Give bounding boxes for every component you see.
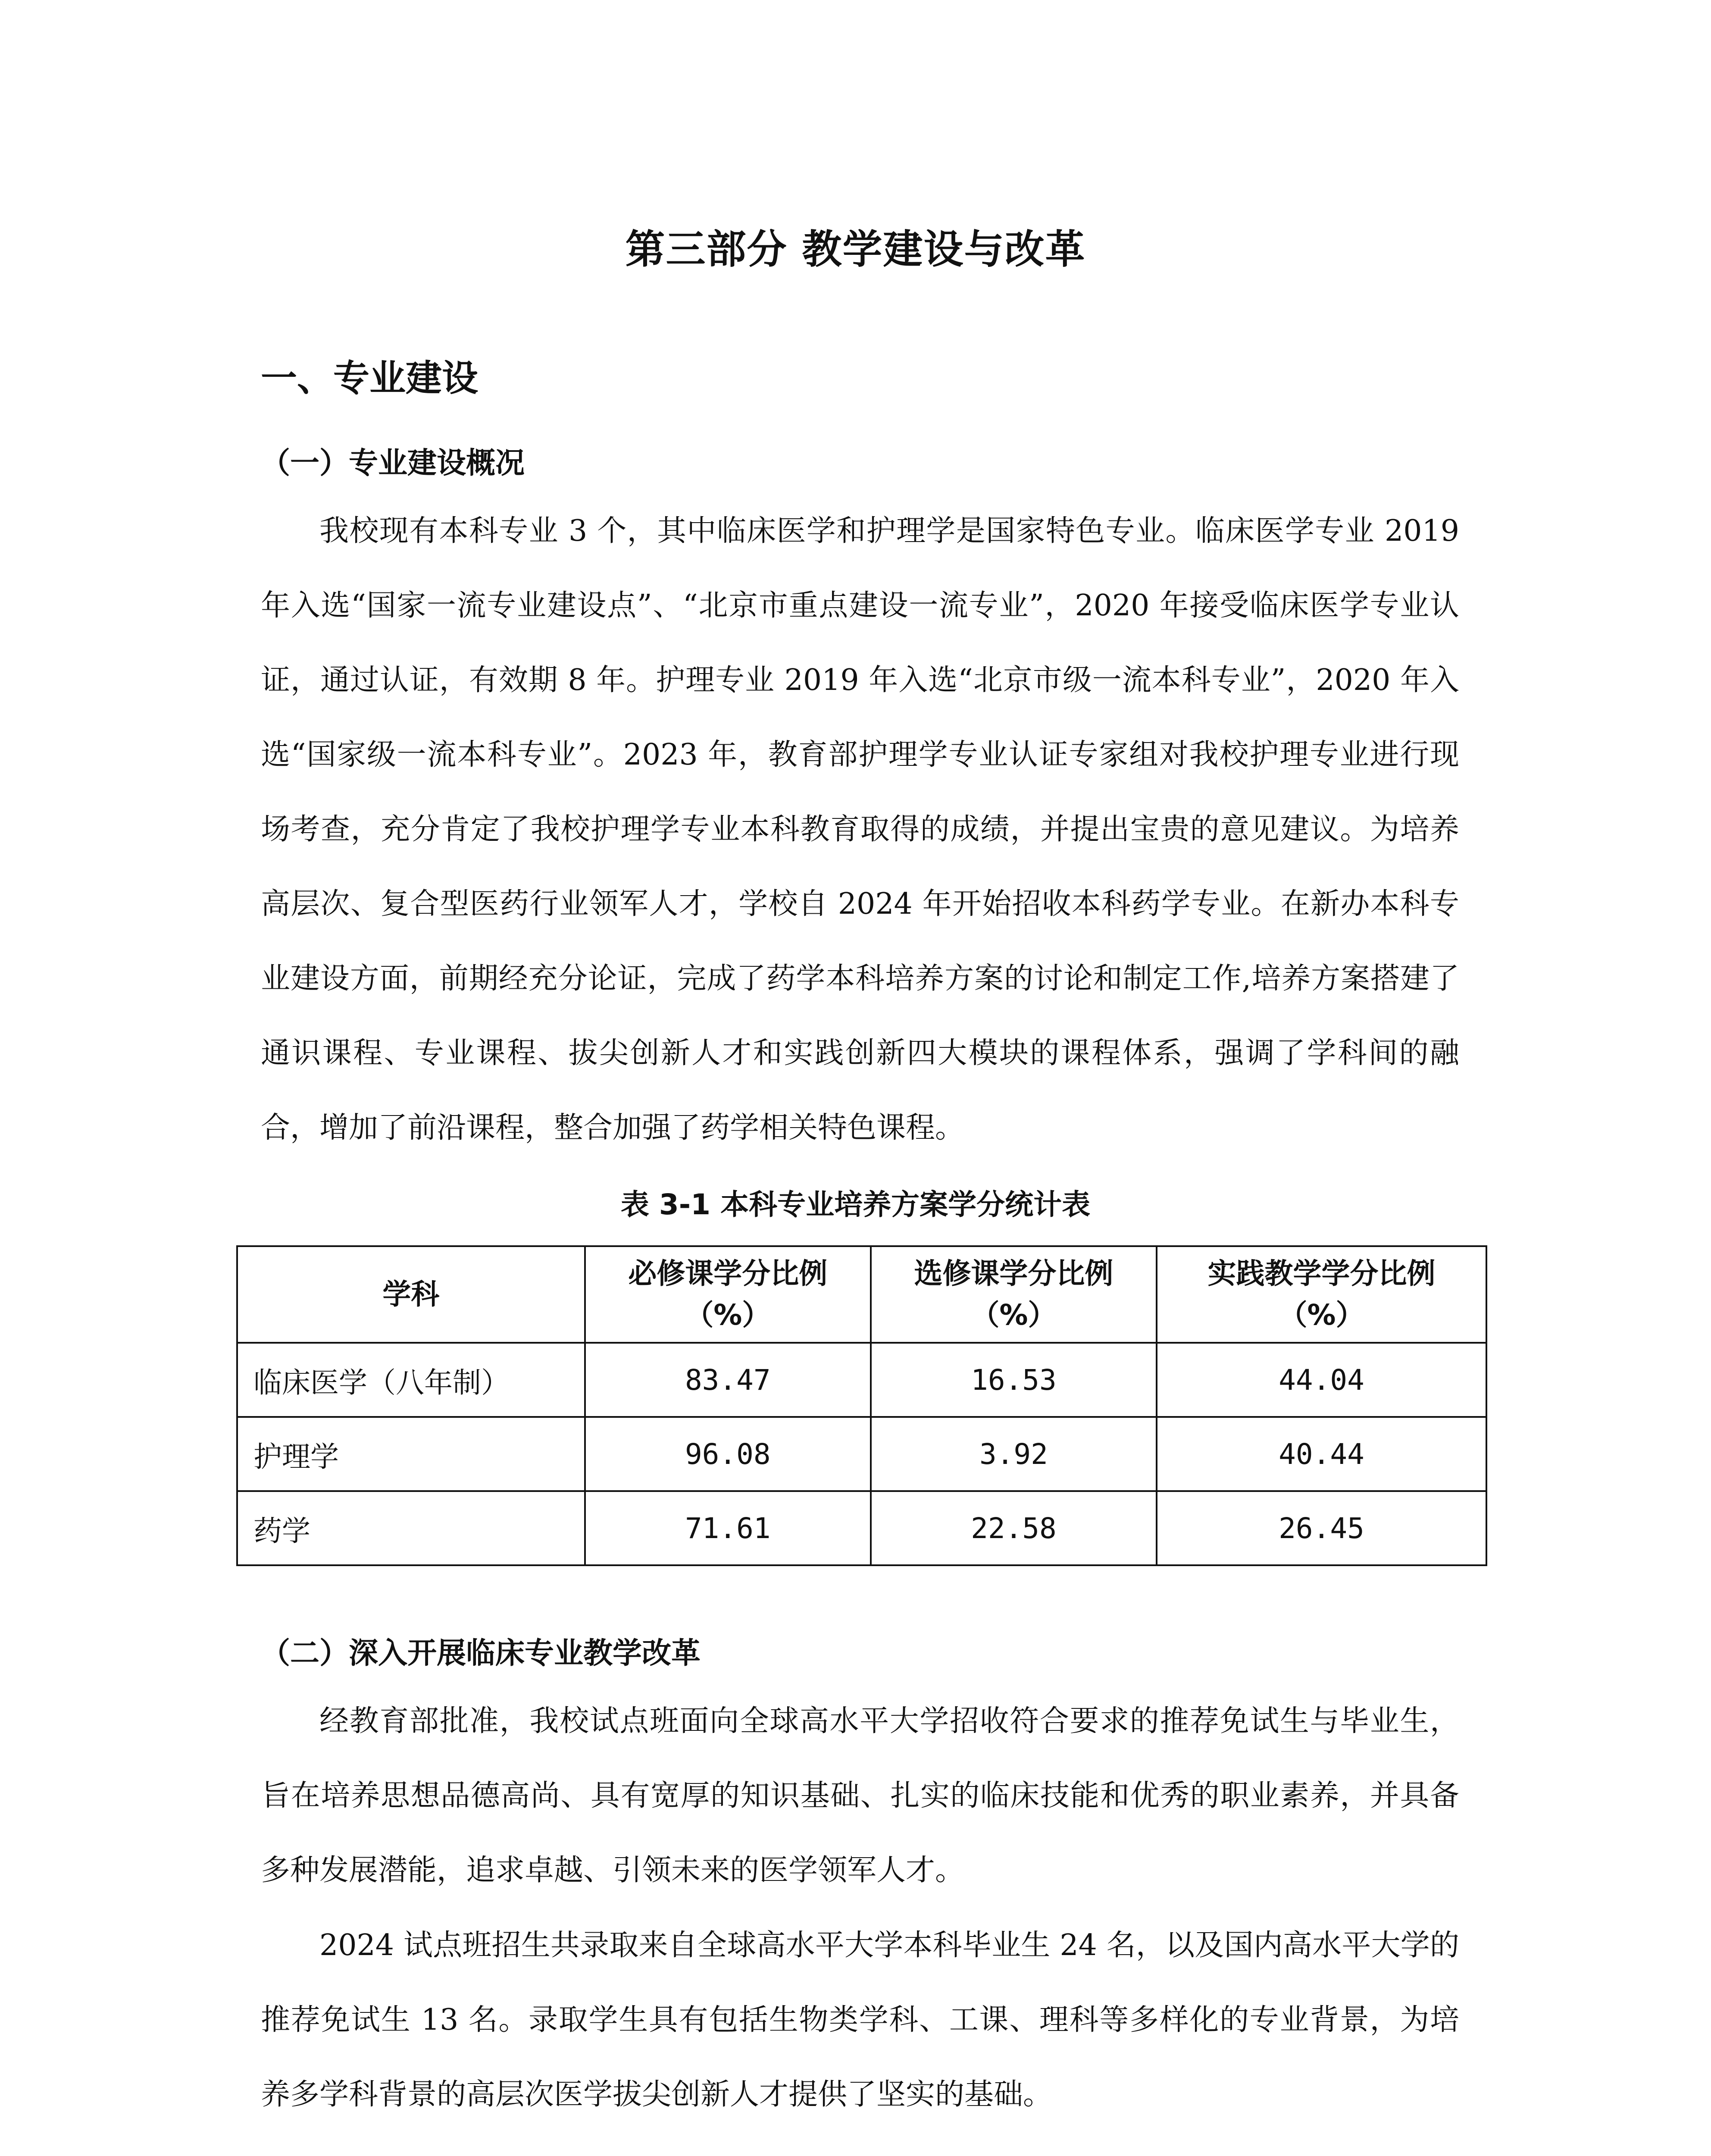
table-header-row (237, 1246, 1486, 1343)
cell-practice: 44.04 (1157, 1343, 1486, 1417)
cell-subject: 药学 (237, 1491, 585, 1565)
paragraph-enrollment: 2024 试点班招生共录取来自全球高水平大学本科毕业生 24 名，以及国内高水平大学的推荐免试生 13 名。录取学生具有包括生物类学科、工课、理科等多样化的专业背景，为培养多学科背景的高层次医学拔尖创新人才提供了坚实的基础。 (261, 1928, 1459, 2112)
paragraph-overview: 我校现有本科专业 3 个，其中临床医学和护理学是国家特色专业。临床医学专业 2019 年入选“国家一流专业建设点”、“北京市重点建设一流专业”，2020 年接受临床医学专业认证，通过认证，有效期 8 年。护理专业 2019 年入选“北京市级一流本科专业”，2020 年入选“国家级一流本科专业”。2023 年，教育部护理学专业认证专家组对我校护理专业进行现场考查，充分肯定了我校护理学专业本科教育取得的成绩，并提出宝贵的意见建议。为培养高层次、复合型医药行业领军人才，学校自 2024 年开始招收本科药学专业。在新办本科专业建设方面，前期经充分论证，完成了药学本科培养方案的讨论和制定工作,培养方案搭建了通识课程、专业课程、拔尖创新人才和实践创新四大模块的课程体系，强调了学科间的融合，增加了前沿课程，整合加强了药学相关特色课程。 (261, 514, 1459, 1145)
cell-elective: 3.92 (871, 1417, 1157, 1491)
header-subject: 学科 (237, 1246, 585, 1343)
cell-elective: 16.53 (871, 1343, 1157, 1417)
cell-required: 71.61 (585, 1491, 871, 1565)
section-title: 一、专业建设 (261, 357, 479, 399)
cell-required: 96.08 (585, 1417, 871, 1491)
header-practice-ratio: 实践教学学分比例（%） (1157, 1246, 1486, 1343)
header-elective-ratio: 选修课学分比例（%） (871, 1246, 1157, 1343)
table-row (237, 1417, 1486, 1491)
credits-table (236, 1245, 1487, 1566)
table-row (237, 1491, 1486, 1565)
part-title: 第三部分 教学建设与改革 (625, 226, 1086, 273)
subsection-title-reform: （二）深入开展临床专业教学改革 (261, 1636, 701, 1670)
cell-subject: 临床医学（八年制） (237, 1343, 585, 1417)
cell-required: 83.47 (585, 1343, 871, 1417)
cell-practice: 26.45 (1157, 1491, 1486, 1565)
header-required-ratio: 必修课学分比例（%） (585, 1246, 871, 1343)
cell-elective: 22.58 (871, 1491, 1157, 1565)
subsection-title-overview: （一）专业建设概况 (261, 446, 525, 480)
table-caption: 表 3-1 本科专业培养方案学分统计表 (620, 1188, 1091, 1221)
cell-subject: 护理学 (237, 1417, 585, 1491)
cell-practice: 40.44 (1157, 1417, 1486, 1491)
paragraph-reform-intro: 经教育部批准，我校试点班面向全球高水平大学招收符合要求的推荐免试生与毕业生，旨在培养思想品德高尚、具有宽厚的知识基础、扎实的临床技能和优秀的职业素养，并具备多种发展潜能，追求卓越、引领未来的医学领军人才。 (261, 1704, 1459, 1887)
table-row (237, 1343, 1486, 1417)
